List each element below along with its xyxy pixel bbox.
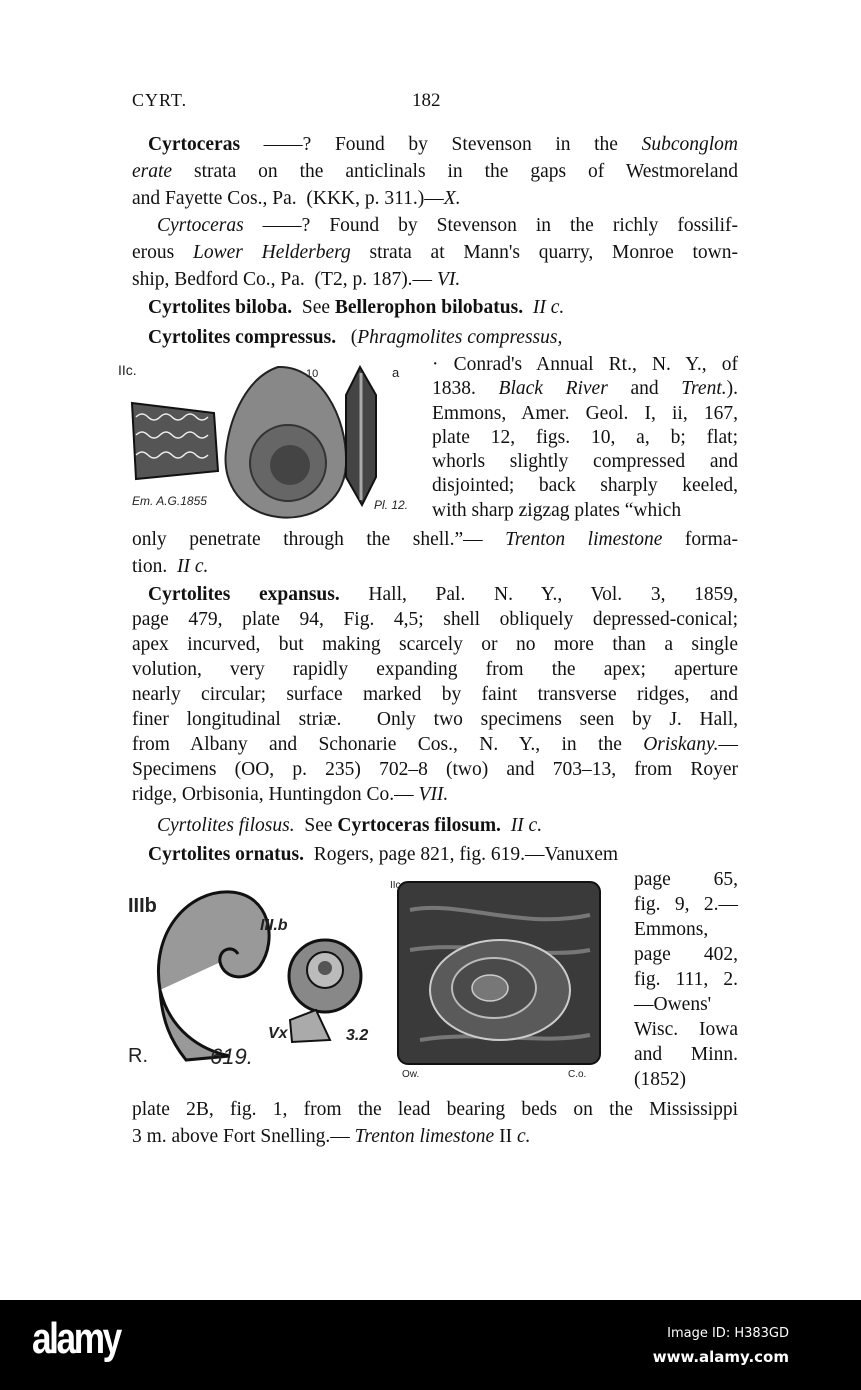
italic-text: Subconglom xyxy=(641,134,738,155)
text-line xyxy=(132,266,738,293)
body-text: ( xyxy=(336,327,358,348)
body-text: · Conrad's Annual Rt., N. Y., of xyxy=(432,354,738,375)
body-text: See xyxy=(292,297,335,318)
text-line xyxy=(132,526,738,553)
entry-cyrtolites-expansus xyxy=(132,582,738,807)
body-text: nearly circular; surface marked by faint transverse ridges, and xyxy=(132,684,738,705)
figure-label: IIIb xyxy=(128,895,157,917)
text-line xyxy=(432,353,738,377)
body-text: fig. 9, 2.— xyxy=(634,894,738,915)
figure-label-r: R. xyxy=(128,1045,148,1067)
entry-cyrtolites-compressus-tail xyxy=(132,526,738,580)
body-text: disjointed; back sharply keeled, xyxy=(432,475,738,497)
figure-label-num: 3.2 xyxy=(346,1027,369,1044)
text-line xyxy=(132,682,738,707)
italic-text: Trent. xyxy=(681,378,727,400)
text-line xyxy=(132,757,738,782)
italic-text: Cyrtoceras xyxy=(157,215,244,236)
figure-letter: a xyxy=(392,365,400,380)
text-line xyxy=(132,185,738,212)
entry-term: Bellerophon bilobatus. xyxy=(334,297,524,318)
body-text: and Fayette Cos., Pa. (KKK, p. 311.)— xyxy=(132,188,444,209)
figure-label-co: C.o. xyxy=(568,1069,587,1080)
text-line xyxy=(634,917,738,942)
body-text: only penetrate through the shell.”— xyxy=(132,529,506,550)
entry-cyrtoceras-subconglomerate xyxy=(132,131,738,212)
body-text: ——? Found by Stevenson in the richly fossilif- xyxy=(243,215,738,236)
body-text: whorls slightly compressed and xyxy=(432,451,738,473)
body-text: fig. 111, 2. xyxy=(634,969,738,990)
body-text: II xyxy=(494,1126,517,1147)
entry-cyrtoceras-lower-helderberg xyxy=(132,212,738,293)
text-line xyxy=(634,1067,738,1092)
text-line xyxy=(148,294,738,321)
text-line xyxy=(432,402,738,426)
body-text: See xyxy=(294,815,338,836)
italic-text: VII. xyxy=(418,784,449,805)
figure-label-mid: III.b xyxy=(260,917,288,934)
body-text: Wisc. Iowa xyxy=(634,1019,738,1040)
text-line xyxy=(432,474,738,498)
text-line xyxy=(634,967,738,992)
text-line xyxy=(634,942,738,967)
body-text: strata on the anticlinals in the gaps of Westmoreland xyxy=(172,161,738,182)
body-text: from Albany and Schonarie Cos., N. Y., in the xyxy=(132,734,644,755)
italic-text: VI. xyxy=(436,269,461,290)
page-number: 182 xyxy=(412,90,441,111)
entry-term: Cyrtoceras filosum. xyxy=(337,815,501,836)
figure-label-horizon: IIc xyxy=(390,880,401,891)
site-url: www.alamy.com xyxy=(652,1348,789,1366)
text-line xyxy=(148,324,738,351)
italic-text: X. xyxy=(443,188,461,209)
text-line xyxy=(132,212,738,239)
body-text: plate 12, figs. 10, a, b; flat; xyxy=(432,426,738,448)
italic-text: Black River xyxy=(498,378,608,400)
text-line xyxy=(148,841,738,868)
text-line xyxy=(634,1017,738,1042)
body-text: page 479, plate 94, Fig. 4,5; shell obliquely depressed-conical; xyxy=(132,609,738,630)
body-text: —Owens' xyxy=(634,994,712,1015)
italic-text: Trenton limestone xyxy=(354,1126,495,1147)
italic-text: Trenton limestone xyxy=(505,529,663,550)
italic-text: Cyrtolites filosus. xyxy=(157,815,295,836)
body-text: with sharp zigzag plates “which xyxy=(432,499,682,521)
italic-text: erate xyxy=(132,161,173,182)
entry-cyrtolites-ornatus-heading xyxy=(132,841,738,868)
text-line xyxy=(132,553,738,580)
alamy-logo: alamy xyxy=(32,1314,120,1363)
italic-text: Oriskany. xyxy=(643,734,719,755)
text-line xyxy=(634,867,738,892)
entry-term: Cyrtolites compressus. xyxy=(148,327,337,348)
text-line xyxy=(634,892,738,917)
entry-cyrtolites-filosus xyxy=(132,812,738,839)
text-line xyxy=(132,1123,738,1150)
body-text: ship, Bedford Co., Pa. (T2, p. 187).— xyxy=(132,269,437,290)
italic-text: II c. xyxy=(176,556,209,577)
figure-label-ow: Ow. xyxy=(402,1069,420,1080)
body-text: Hall, Pal. N. Y., Vol. 3, 1859, xyxy=(339,584,739,605)
text-line xyxy=(132,239,738,266)
body-text: plate 2B, fig. 1, from the lead bearing beds on the Mississippi xyxy=(132,1099,738,1120)
body-text: and xyxy=(607,378,682,400)
text-line xyxy=(132,158,738,185)
body-text: ridge, Orbisonia, Huntingdon Co.— xyxy=(132,784,419,805)
figure-label-vx: Vx xyxy=(268,1025,288,1042)
entry-term: Cyrtoceras xyxy=(148,134,241,155)
body-text: apex incurved, but making scarcely or no more than a single xyxy=(132,634,738,655)
body-text: 3 m. above Fort Snelling.— xyxy=(132,1126,355,1147)
text-line xyxy=(132,632,738,657)
text-line xyxy=(432,499,738,523)
body-text: and Minn. xyxy=(634,1044,738,1065)
ammonite-drawing xyxy=(158,892,269,1060)
text-line xyxy=(432,450,738,474)
italic-text: II c. xyxy=(510,815,543,836)
fossil-illustration-compressus xyxy=(118,355,418,525)
text-line xyxy=(157,812,738,839)
text-line xyxy=(132,1096,738,1123)
body-text: tion. xyxy=(132,556,177,577)
body-text: finer longitudinal striæ. Only two specimens seen by J. Hall, xyxy=(132,709,738,730)
body-text: volution, very rapidly expanding from the apex; aperture xyxy=(132,659,738,680)
figure-number: 10 xyxy=(306,368,319,380)
body-text: page 402, xyxy=(634,944,738,965)
text-line xyxy=(132,707,738,732)
figure-number: 619. xyxy=(210,1044,253,1069)
italic-text: Phragmolites compressus, xyxy=(357,327,563,348)
body-text: Rogers, page 821, fig. 619.—Vanuxem xyxy=(303,844,619,865)
body-text: erous xyxy=(132,242,193,263)
entry-cyrtolites-compressus-heading xyxy=(132,324,738,351)
text-line xyxy=(634,992,738,1017)
body-text: Specimens (OO, p. 235) 702–8 (two) and 703–13, from Royer xyxy=(132,759,738,780)
body-text xyxy=(523,297,533,318)
watermark-banner xyxy=(0,1300,861,1390)
entry-term: Cyrtolites biloba. xyxy=(148,297,293,318)
plate-label: Pl. 12. xyxy=(374,498,409,512)
body-text: (1852) xyxy=(634,1069,686,1090)
body-text: ——? Found by Stevenson in the xyxy=(240,134,642,155)
italic-text: II c. xyxy=(532,297,565,318)
italic-text: Lower Helderberg xyxy=(193,242,351,263)
body-text: 1838. xyxy=(432,378,499,400)
body-text: Emmons, xyxy=(634,919,709,940)
body-text: — xyxy=(718,734,738,755)
body-text: ). xyxy=(726,378,738,400)
figure-credit: Em. A.G.1855 xyxy=(132,494,207,508)
running-head: CYRT. xyxy=(132,90,188,110)
text-line xyxy=(132,782,738,807)
entry-cyrtolites-biloba xyxy=(132,294,738,321)
entry-term: Cyrtolites expansus. xyxy=(148,584,340,605)
entry-cyrtolites-compressus-column xyxy=(432,353,738,523)
text-line xyxy=(132,657,738,682)
italic-text: c. xyxy=(516,1126,531,1147)
text-line xyxy=(432,377,738,401)
text-line xyxy=(634,1042,738,1067)
entry-cyrtolites-ornatus-column xyxy=(634,867,738,1092)
entry-cyrtolites-ornatus-tail xyxy=(132,1096,738,1150)
image-id: Image ID: H383GD xyxy=(667,1326,789,1341)
text-line xyxy=(132,607,738,632)
body-text xyxy=(501,815,511,836)
figure-label: IIc. xyxy=(118,362,137,378)
body-text: page 65, xyxy=(634,869,738,890)
text-line xyxy=(432,426,738,450)
text-line xyxy=(132,732,738,757)
body-text: Emmons, Amer. Geol. I, ii, 167, xyxy=(432,402,738,424)
body-text: strata at Mann's quarry, Monroe town- xyxy=(350,242,738,263)
fossil-illustration-ornatus xyxy=(120,870,610,1085)
entry-term: Cyrtolites ornatus. xyxy=(148,844,304,865)
body-text: forma- xyxy=(662,529,738,550)
text-line xyxy=(132,582,738,607)
text-line xyxy=(132,131,738,158)
